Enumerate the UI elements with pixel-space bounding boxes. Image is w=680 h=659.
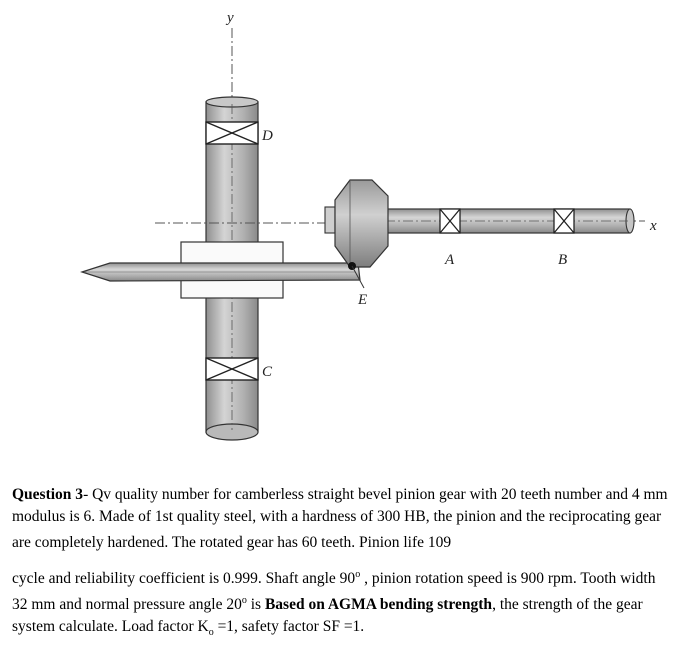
bearing-d [206, 122, 258, 144]
bearing-c [206, 358, 258, 380]
question-text-1: - Qv quality number for camberless straight bevel pinion gear with 20 teeth number and 4 mm modulus is 6. Made of 1st quality steel, with a hardness of 300 HB, the pinion and the reciprocating gear are completely hardened. The rotated gear has 60 teeth. Pinion life 109 [12, 486, 668, 552]
question-text [12, 484, 672, 645]
question-paragraph-1 [12, 484, 672, 554]
label-e: E [358, 292, 368, 308]
label-y: y [227, 10, 234, 26]
label-d: D [262, 128, 273, 144]
label-x: x [650, 218, 657, 234]
label-c: C [262, 364, 273, 380]
question-heading: Question 3 [12, 486, 84, 503]
bearing-a [440, 209, 460, 233]
bearing-b [554, 209, 574, 233]
question-paragraph-2: cycle and reliability coefficient is 0.999. Shaft angle 90$^o$ , pinion rotation speed is 900 rpm. Tooth width 32 mm and normal pressure angle 20$^o$ is Based on AGMA bending strength, the strength of the gear system calculate. Load factor $K_o =1$, safety factor SF =1. [12, 569, 656, 639]
bold-emphasis: Based on AGMA bending strength [264, 596, 493, 614]
label-b: B [558, 252, 568, 268]
label-a: A [445, 252, 455, 268]
pinion-cone [335, 180, 388, 267]
